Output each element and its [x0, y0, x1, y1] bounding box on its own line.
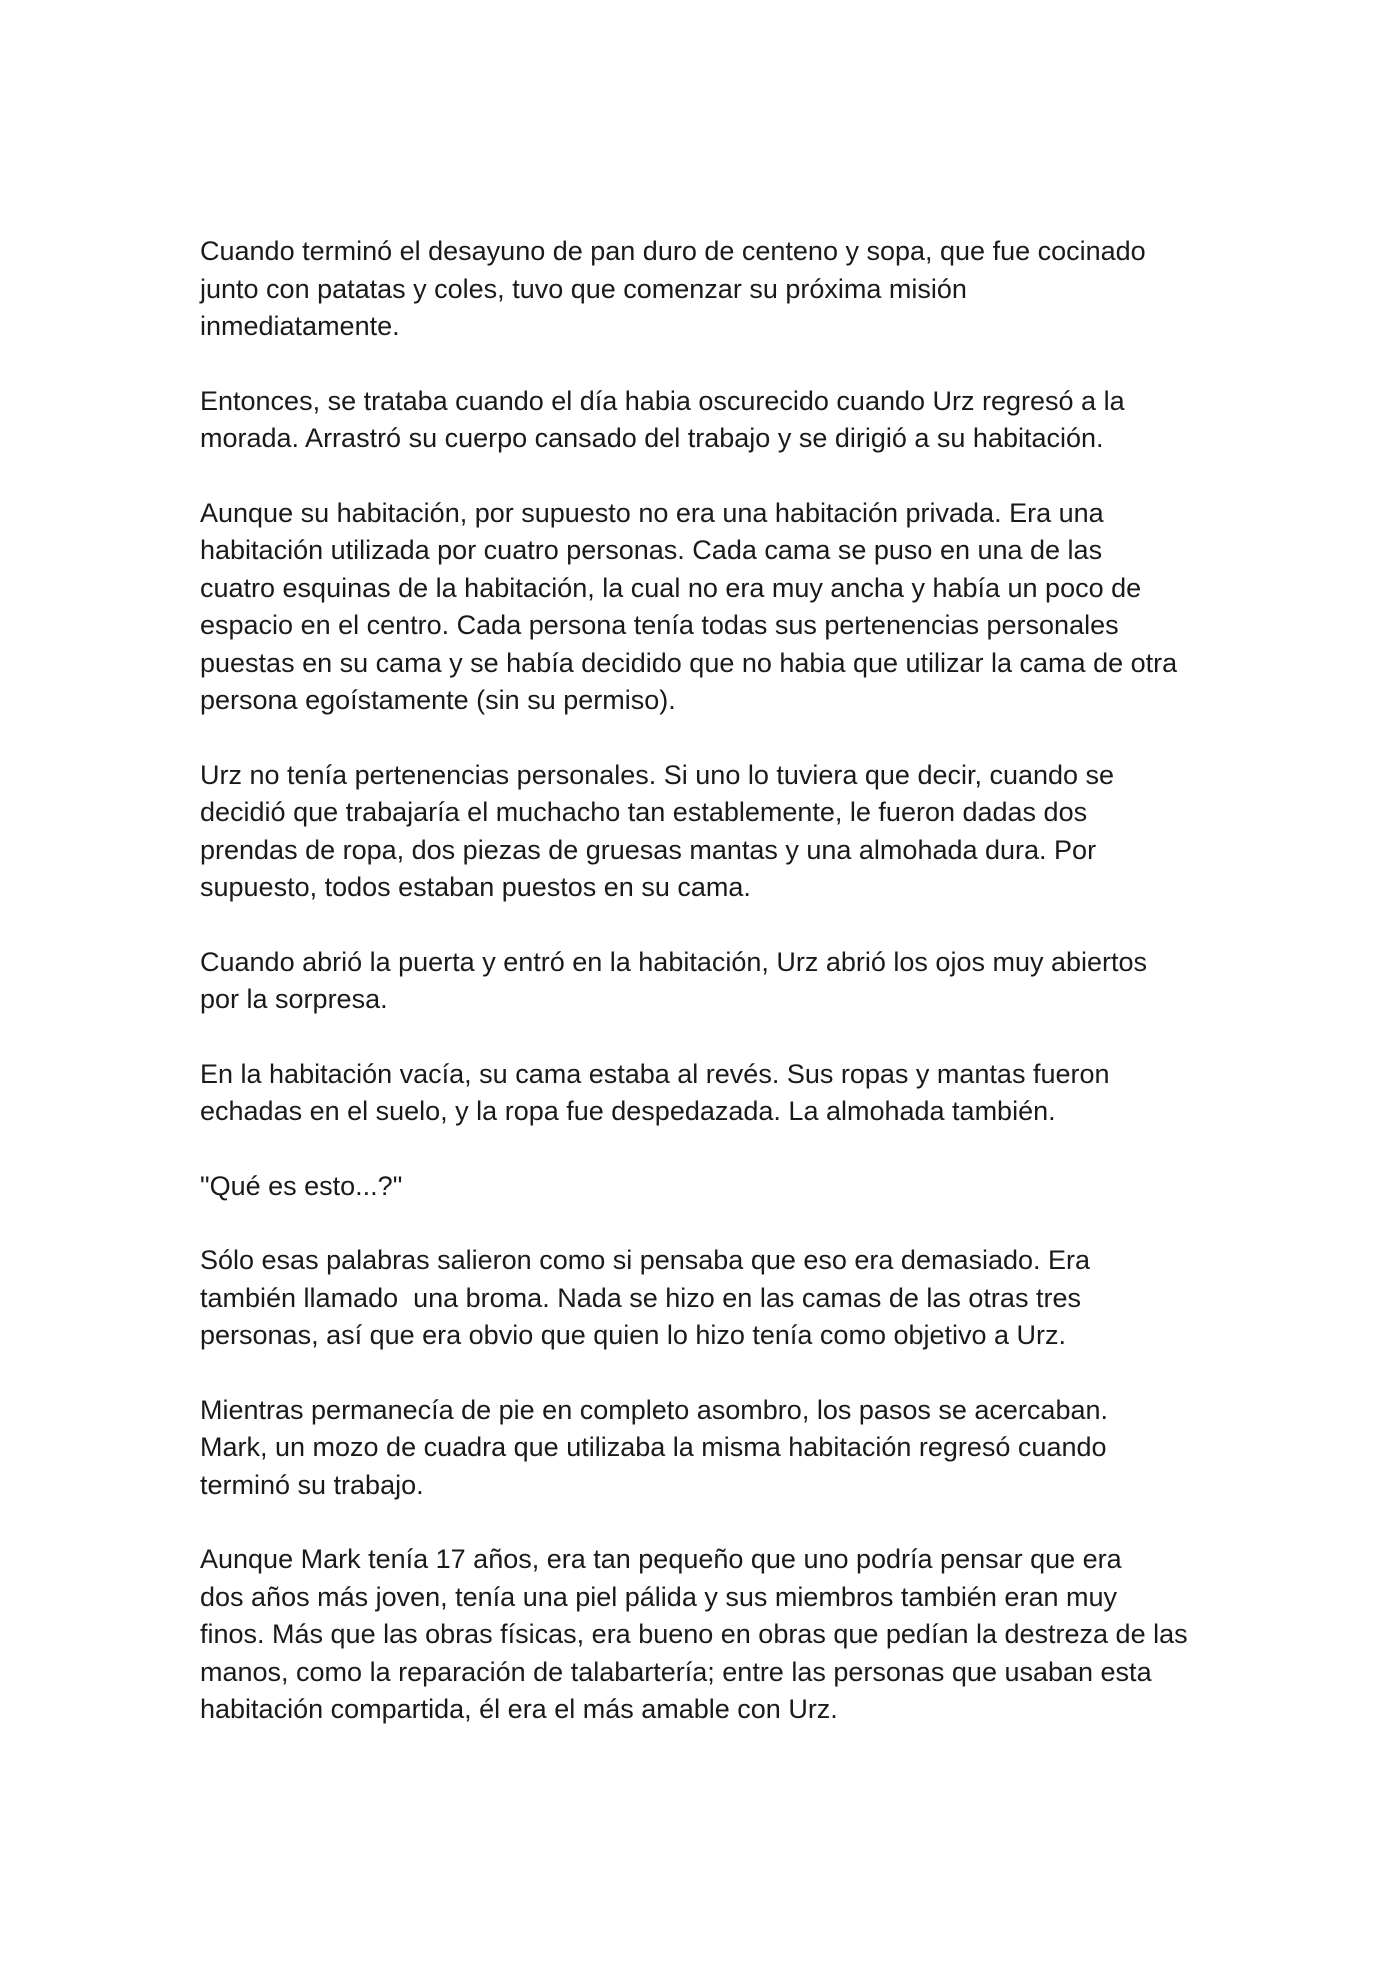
paragraph: "Qué es esto...?": [200, 1170, 403, 1201]
paragraph: Mientras permanecía de pie en completo asombro, los pasos se acercaban. Mark, un mozo de cuadra que utilizaba la misma habitación regresó cuando terminó su trabajo.: [200, 1394, 1108, 1500]
paragraph: Cuando terminó el desayuno de pan duro de centeno y sopa, que fue cocinado junto con patatas y coles, tuvo que comenzar su próxima misión inmediatamente.: [200, 236, 1146, 341]
paragraph: Cuando abrió la puerta y entró en la habitación, Urz abrió los ojos muy abiertos por la sorpresa.: [200, 946, 1148, 1014]
document-body: [200, 233, 1210, 1729]
paragraph: Aunque su habitación, por supuesto no era una habitación privada. Era una habitación utilizada por cuatro personas. Cada cama se puso en una de las cuatro esquinas de la habitación, la cual no era muy ancha y había un poco de espacio en el centro. Cada persona tenía todas sus pertenencias personales puestas en su cama y se había decidido que no habia que utilizar la cama de otra persona egoístamente (sin su permiso).: [200, 497, 1178, 715]
paragraph: Entonces, se trataba cuando el día habia oscurecido cuando Urz regresó a la morada. Arrastró su cuerpo cansado del trabajo y se dirigió a su habitación.: [200, 385, 1125, 453]
paragraph: En la habitación vacía, su cama estaba al revés. Sus ropas y mantas fueron echadas en el suelo, y la ropa fue despedazada. La almohada también.: [200, 1058, 1110, 1126]
paragraph: Sólo esas palabras salieron como si pensaba que eso era demasiado. Era también llamado una broma. Nada se hizo en las camas de las otras tres personas, así que era obvio que quien lo hizo tenía como objetivo a Urz.: [200, 1245, 1091, 1350]
paragraph: Urz no tenía pertenencias personales. Si uno lo tuviera que decir, cuando se decidió que trabajaría el muchacho tan establemente, le fueron dadas dos prendas de ropa, dos piezas de gruesas mantas y una almohada dura. Por supuesto, todos estaban puestos en su cama.: [200, 759, 1115, 902]
paragraph: Aunque Mark tenía 17 años, era tan pequeño que uno podría pensar que era dos años más joven, tenía una piel pálida y sus miembros también eran muy finos. Más que las obras físicas, era bueno en obras que pedían la destreza de las manos, como la reparación de talabartería; entre las personas que usaban esta habitación compartida, él era el más amable con Urz.: [200, 1544, 1188, 1724]
